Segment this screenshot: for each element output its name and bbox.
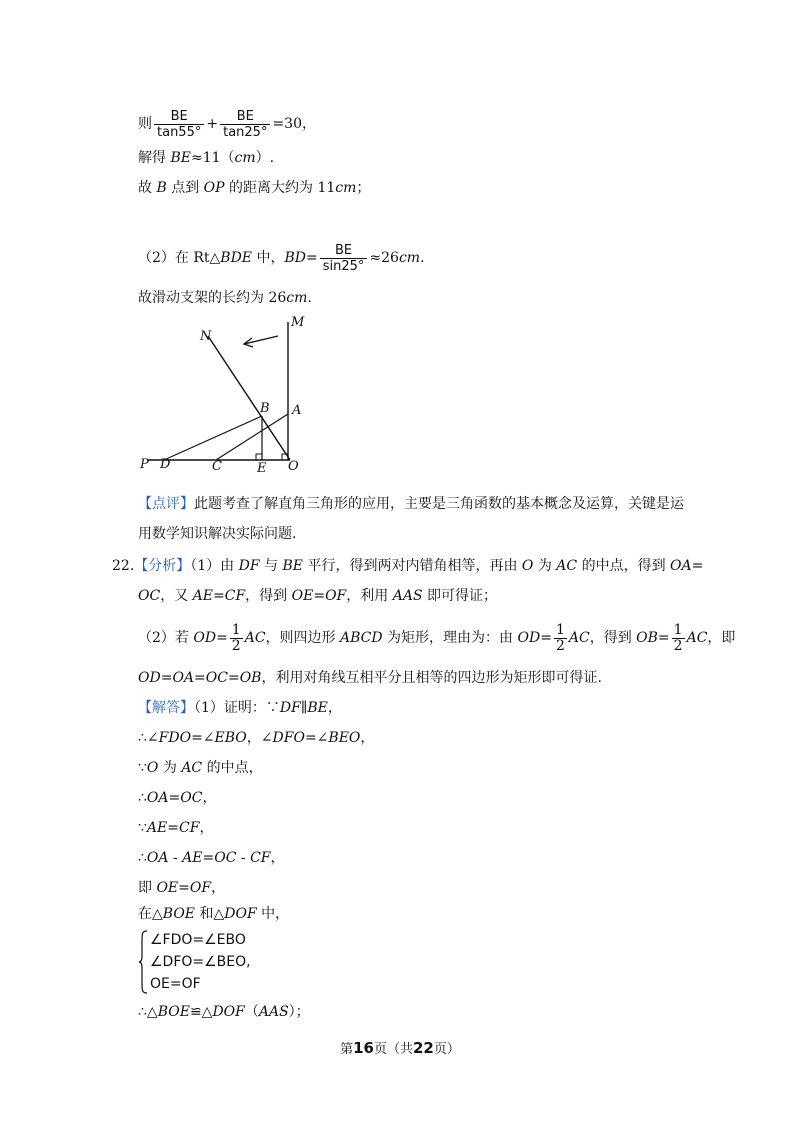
q22-analysis-line-1: 22.【分析】（1）由 DF 与 BE 平行，得到两对内错角相等，再由 O 为 AC 的中点，得到 OA= [112, 558, 704, 574]
comment-tag: 【点评】 [138, 496, 194, 512]
q22-proof-line-1: 【解答】（1）证明：∵DF∥BE， [138, 700, 342, 716]
fraction-half-2: $\frac{1}{2}$ [555, 621, 565, 654]
fraction-be-tan55: $\frac{BE}{\tan 55^\circ}$ [154, 109, 204, 140]
left-brace-icon [138, 930, 148, 994]
q22-proof-line-2: ∴∠FDO=∠EBO，∠DFO=∠BEO， [138, 730, 375, 746]
fraction-half-3: $\frac{1}{2}$ [673, 621, 683, 654]
page-footer: 第16页（共22页） [340, 1039, 460, 1057]
line-no [208, 336, 290, 460]
conclusion-line-2: 故滑动支架的长约为 26cm. [138, 290, 312, 306]
line-db [164, 416, 262, 460]
q22-analysis-line-2: OC，又 AE=CF，得到 OE=OF，利用 AAS 即可得证； [138, 588, 497, 604]
geometry-figure [138, 312, 318, 476]
fraction-be-sin25: $\frac{BE}{\sin 25^\circ}$ [320, 243, 368, 274]
label-b: B [260, 401, 270, 416]
label-a: A [292, 403, 302, 418]
page-total: 22 [413, 1039, 434, 1057]
q22-proof-line-7: 即 OE=OF， [138, 880, 226, 896]
comment-line-2: 用数学知识解决实际问题. [138, 526, 297, 542]
q22-analysis-line-3: （2）若 OD= $\frac{1}{2}$ AC，则四边形 ABCD 为矩形，理由为：由 OD= $\frac{1}{2}$ AC，得到 OB= $\frac{1}{2}$ AC，即 [138, 621, 736, 654]
label-n: N [200, 329, 212, 344]
analysis-tag: 【分析】 [134, 558, 191, 574]
label-c: C [212, 459, 222, 474]
q22-proof-line-4: ∴OA=OC， [138, 790, 217, 806]
part2-line: （2）在 Rt△BDE 中，BD= $\frac{BE}{\sin 25^\circ}$ ≈26cm. [138, 242, 425, 274]
q22-proof-line-8: 在△BOE 和△DOF 中， [138, 906, 290, 922]
page-number: 16 [353, 1039, 374, 1057]
fraction-be-tan25: $\frac{BE}{\tan 25^\circ}$ [220, 109, 270, 140]
q22-proof-line-6: ∴OA - AE=OC - CF， [138, 850, 285, 866]
comment-line-1: 【点评】此题考查了解直角三角形的应用，主要是三角函数的基本概念及运算，关键是运 [138, 496, 684, 512]
q22-proof-line-5: ∵AE=CF， [138, 820, 214, 836]
answer-tag: 【解答】 [138, 700, 194, 716]
label-d: D [160, 457, 171, 472]
system-eq-3: OE=OF [150, 976, 201, 992]
q22-proof-line-9: ∴△BOE≌△DOF（AAS）； [138, 1004, 310, 1020]
label-p: P [140, 457, 149, 472]
label-o: O [288, 459, 299, 474]
q22-analysis-line-4: OD=OA=OC=OB，利用对角线互相平分且相等的四边形为矩形即可得证. [138, 670, 602, 686]
equation-line-1: 则 $\frac{BE}{\tan 55^\circ}$ + $\frac{BE}{\tan 25^\circ}$ =30， [138, 108, 316, 140]
right-angle-e [256, 454, 262, 460]
question-number: 22. [112, 558, 135, 574]
system-eq-1: ∠FDO=∠EBO [150, 932, 246, 948]
conclusion-line-1: 故 B 点到 OP 的距离大约为 11cm； [138, 180, 371, 196]
system-eq-2: ∠DFO=∠BEO, [150, 954, 251, 970]
fraction-half-1: $\frac{1}{2}$ [231, 621, 241, 654]
solve-line: 解得 BE≈11（cm）. [138, 150, 275, 166]
label-m: M [291, 315, 305, 330]
q22-proof-line-3: ∵O 为 AC 的中点， [138, 760, 263, 776]
label-e: E [257, 461, 267, 476]
